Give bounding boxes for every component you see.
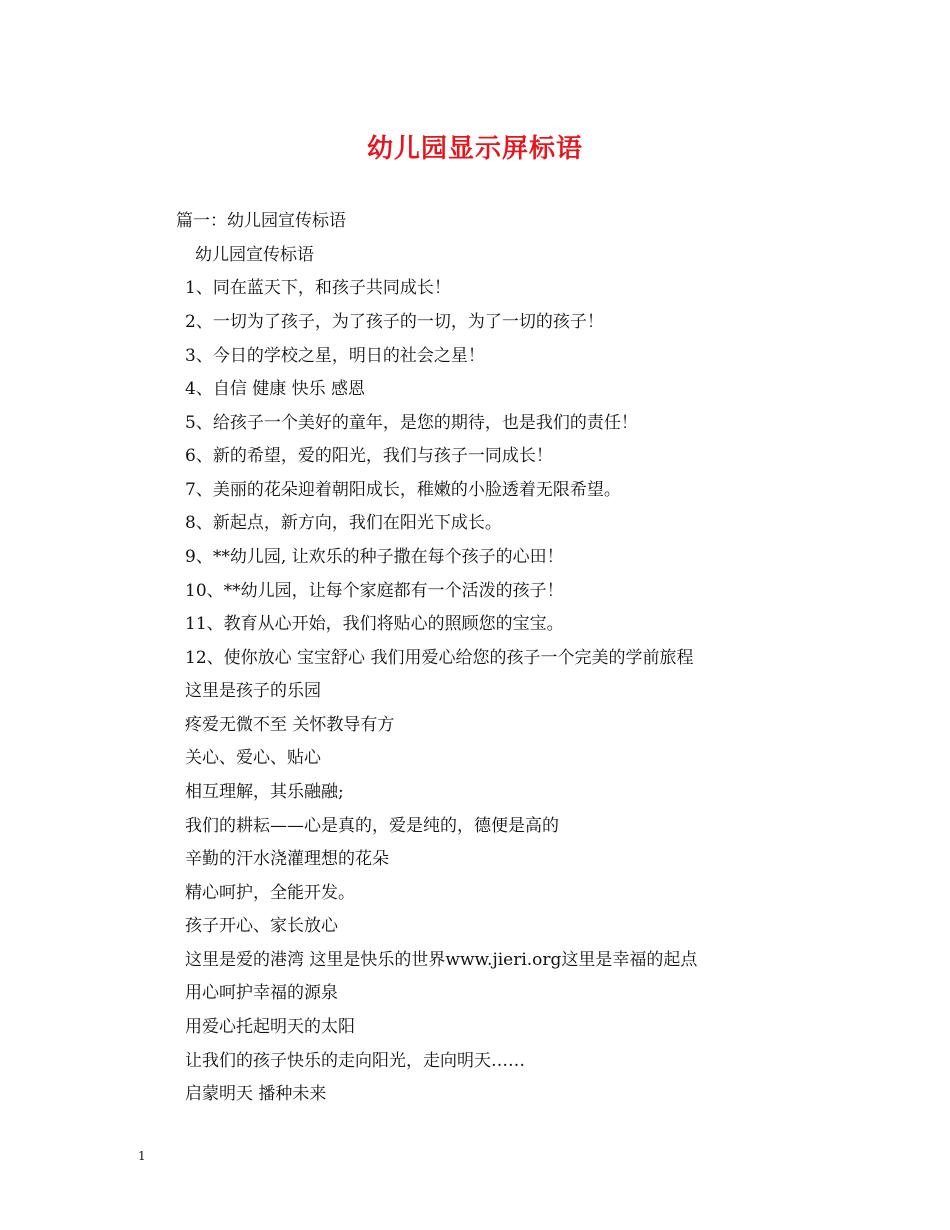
slogan-line: 疼爱无微不至 关怀教导有方: [185, 715, 395, 735]
slogan-line: 关心、爱心、贴心: [185, 748, 321, 768]
list-item: 9、**幼儿园, 让欢乐的种子撒在每个孩子的心田！: [185, 547, 564, 567]
slogan-line: 用心呵护幸福的源泉: [185, 983, 338, 1003]
slogan-line: 我们的耕耘——心是真的，爱是纯的，德便是高的: [185, 816, 559, 836]
slogan-line: 这里是孩子的乐园: [185, 681, 321, 701]
slogan-line: 孩子开心、家长放心: [185, 916, 338, 936]
list-item: 1、同在蓝天下，和孩子共同成长！: [185, 278, 451, 298]
list-item: 7、美丽的花朵迎着朝阳成长，稚嫩的小脸透着无限希望。: [185, 480, 621, 500]
list-item: 3、今日的学校之星，明日的社会之星！: [185, 346, 485, 366]
page-number: 1: [138, 1149, 146, 1163]
slogan-line: 精心呵护，全能开发。: [185, 883, 355, 903]
list-item: 6、新的希望，爱的阳光，我们与孩子一同成长！: [185, 446, 553, 466]
section-heading: 篇一：幼儿园宣传标语: [176, 211, 346, 231]
subheading: 幼儿园宣传标语: [195, 245, 314, 265]
list-item: 11、教育从心开始，我们将贴心的照顾您的宝宝。: [185, 614, 564, 634]
list-item: 2、一切为了孩子，为了孩子的一切，为了一切的孩子！: [185, 312, 604, 332]
slogan-line: 用爱心托起明天的太阳: [185, 1017, 355, 1037]
slogan-line: 辛勤的汗水浇灌理想的花朵: [185, 849, 389, 869]
document-title: 幼儿园显示屏标语: [366, 134, 583, 164]
list-item: 5、给孩子一个美好的童年，是您的期待，也是我们的责任！: [185, 413, 638, 433]
list-item: 4、自信 健康 快乐 感恩: [185, 379, 366, 399]
list-item: 12、使你放心 宝宝舒心 我们用爱心给您的孩子一个完美的学前旅程: [185, 648, 694, 668]
slogan-line: 让我们的孩子快乐的走向阳光，走向明天……: [185, 1051, 525, 1071]
slogan-line: 相互理解，其乐融融;: [185, 782, 344, 802]
list-item: 10、**幼儿园，让每个家庭都有一个活泼的孩子！: [185, 581, 564, 601]
list-item: 8、新起点，新方向，我们在阳光下成长。: [185, 513, 502, 533]
slogan-line: 这里是爱的港湾 这里是快乐的世界www.jieri.org这里是幸福的起点: [185, 950, 698, 970]
slogan-line: 启蒙明天 播种未来: [185, 1084, 327, 1104]
